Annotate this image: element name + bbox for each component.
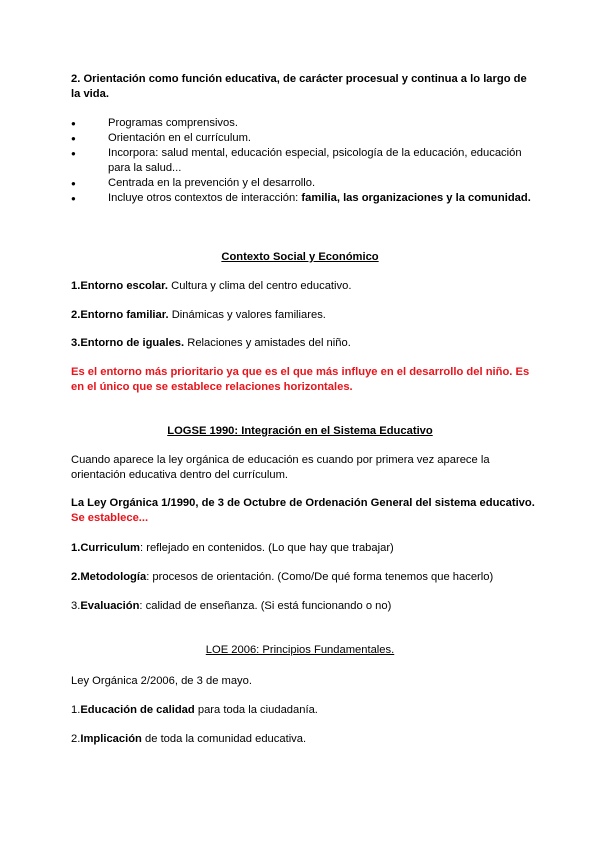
paragraph: 2.Entorno familiar. Dinámicas y valores familiares. [71,309,326,321]
paragraph: 2.Implicación de toda la comunidad educativa. [71,733,307,745]
list-item: ● Centrada en la prevención y el desarrollo. [71,176,538,191]
highlight-note: Es el entorno más prioritario ya que es el que más influye en el desarrollo del niño. Es en el único que se establece relaciones horizontales. [71,366,530,393]
list-item: ● Programas comprensivos. [71,116,538,131]
section-title: Contexto Social y Económico [221,251,379,263]
list-item: ● Incluye otros contextos de interacción: familia, las organizaciones y la comunidad. [71,191,538,206]
paragraph: 1.Entorno escolar. Cultura y clima del centro educativo. [71,280,352,292]
list-item: ● Orientación en el currículum. [71,131,538,146]
bullet-list [71,116,538,206]
paragraph: La Ley Orgánica 1/1990, de 3 de Octubre de Ordenación General del sistema educativo. Se establece... [71,497,535,524]
paragraph: 1.Curriculum: reflejado en contenidos. (Lo que hay que trabajar) [71,542,394,554]
paragraph: 1.Educación de calidad para toda la ciudadanía. [71,704,318,716]
list-item: ● Incorpora: salud mental, educación especial, psicología de la educación, educación para la salud... [71,146,538,176]
section-title: LOE 2006: Principios Fundamentales. [205,644,395,656]
paragraph: 3.Entorno de iguales. Relaciones y amistades del niño. [71,337,351,349]
section-title: LOGSE 1990: Integración en el Sistema Educativo [167,425,433,437]
paragraph: Ley Orgánica 2/2006, de 3 de mayo. [71,675,252,687]
paragraph: 2.Metodología: procesos de orientación. (Como/De qué forma tenemos que hacerlo) [71,571,494,583]
paragraph: Cuando aparece la ley orgánica de educación es cuando por primera vez aparece la orientación educativa dentro del currículum. [71,454,490,481]
section-heading: 2. Orientación como función educativa, de carácter procesual y continua a lo largo de la vida. [71,73,527,100]
paragraph: 3.Evaluación: calidad de enseñanza. (Si está funcionando o no) [71,600,392,612]
